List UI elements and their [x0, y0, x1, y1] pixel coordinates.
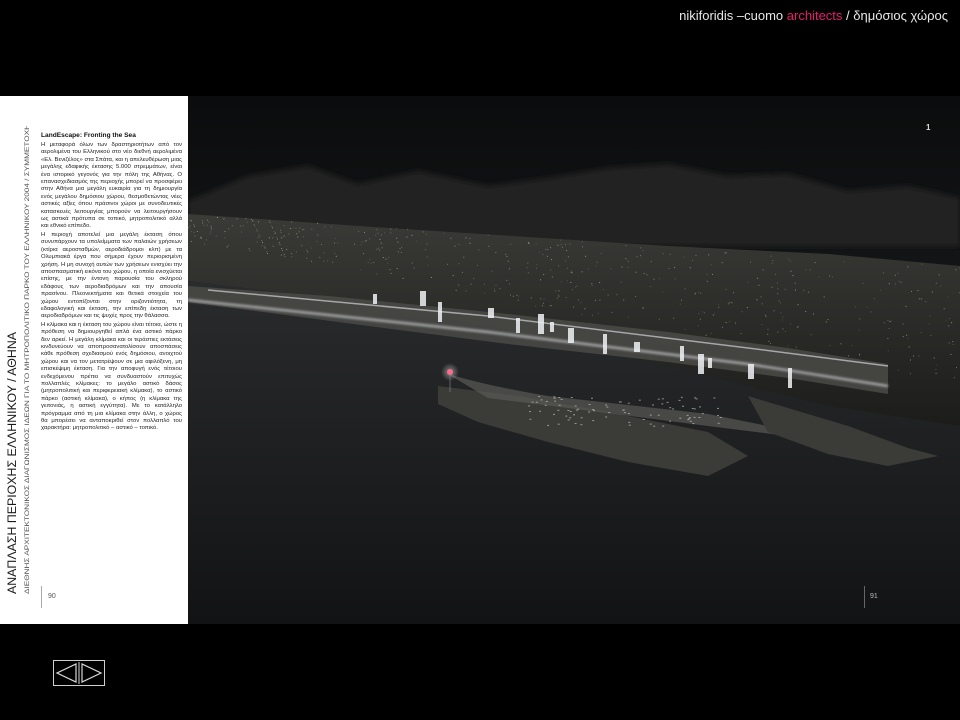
- aerial-night-photo: [188, 96, 960, 624]
- section-title: δημόσιος χώρος: [853, 8, 948, 23]
- left-page: [0, 96, 188, 624]
- article-paragraph-3: Η κλίμακα και η έκταση του χώρου είναι τέτοια, ώστε η πρόθεση να δημιουργηθεί απλά ένα αστικό πάρκο δεν αρκεί. Η μεγάλη κλίμακα και οι τεράστιες εκτάσεις κινδυνεύουν να αποπροσανατολίσουν αποσπάσεις κάθε πρόθεση σχεδιασμού ενός δημόσιου, ανοιχτού χώρου και να τον μετατρέψουν σε μια αφιλόξενη, μη επισκέψιμη έκταση. Για την αποφυγή ενός τέτοιου ενδεχόμενου πρέπει να συνδυαστούν επιτυχώς πολλαπλές κλίμακες: το μεγάλο αστικό δάσος (μητροπολιτική και περιφερειακή κλίμακα), το αστικό πάρκο (αστική κλίμακα), ο κήπος (η κλίμακα της γειτονιάς, η αστική εγγύτητα). Με το κατάλληλο πρόγραμμα από τη μια κλίμακα στην άλλη, ο χώρος θα μπορέσει να ανταποκριθεί στον πολλαπλό του χαρακτήρα: μητροπολιτικό – αστικό – τοπικό.: [41, 321, 182, 432]
- article-paragraph-1: Η μεταφορά όλων των δραστηριοτήτων από τον αερολιμένα του Ελληνικού στο νέο διεθνή αερολιμένα «Ελ. Βενιζέλος» στα Σπάτα, και η απελευθέρωση μιας μεγάλης εδαφικής έκτασης 5.000 στρεμμάτων, είναι ένα ιστορικό γεγονός για την πόλη της Αθήνας. Ο επανασχεδιασμός της περιοχής μπορεί να προσφέρει στην Αθήνα μια μεγάλη ευκαιρία για τη δημιουργία ενός μεγάλου δημόσιου χώρου, θεσμοθετώντας νέες αστικές αξίες όπου πράσινοι χώροι με συνοδευτικές κατασκευές λειτουργίας μπορούν να λειτουργήσουν ως αστικά πρότυπα σε τοπικό, μητροπολιτικό αλλά και εθνικό επίπεδο.: [41, 142, 182, 230]
- brand-accent: architects: [786, 8, 843, 23]
- page-navigation[interactable]: [53, 660, 105, 686]
- triangle-left-icon[interactable]: [57, 664, 76, 682]
- vertical-title: [2, 126, 36, 596]
- magazine-spread: [0, 96, 960, 624]
- page-number-rule: [41, 586, 42, 608]
- photo-marker: 1: [926, 123, 931, 132]
- page-number-left: 90: [48, 593, 56, 600]
- article-body: [41, 132, 182, 586]
- article-title: LandEscape: Fronting the Sea: [41, 132, 136, 139]
- top-bar: [0, 0, 960, 28]
- brand-separator: /: [842, 8, 854, 23]
- brand-header: [679, 8, 948, 23]
- article-paragraph-2: Η περιοχή αποτελεί μια μεγάλη έκταση όπου συνυπάρχουν τα υπολείμματα των παλαιών χρήσεων (κτίρια αεροσταθμών, αεροδιάδρομοι κλπ) με τα Ολυμπιακά έργα που σήμερα έχουν περιορισμένη χρήση. Η μη συνοχή αυτών των χρήσεων ενισχύει την αποσπασματική εικόνα του χώρου, η οποία ενισχύεται επίσης, με την έντονη παρουσία του σκληρού εδάφους των αεροδιαδρόμων και την απουσία πρασίνου. Πλεονεκτήματα και θετικά στοιχεία του χώρου εντοπίζονται στην οριζοντιότητα, τη εδαφολογική και έκταση, την επίπεδη έκταση των αεροδιαδρόμων και τις ψυχές προς την θάλασσα.: [41, 231, 182, 320]
- page-number-right: 91: [870, 593, 878, 600]
- brand-name: nikiforidis –cuomo: [679, 8, 784, 23]
- vertical-title-main: ΑΝΑΠΛΑΣΗ ΠΕΡΙΟΧΗΣ ΕΛΛΗΝΙΚΟΥ / ΑΘΗΝΑ: [5, 335, 19, 594]
- page-number-rule-right: [864, 586, 865, 608]
- triangle-right-icon[interactable]: [82, 664, 101, 682]
- vertical-title-sub: ΔΙΕΘΝΗΣ ΑΡΧΙΤΕΚΤΟΝΙΚΟΣ ΔΙΑΓΩΝΙΣΜΟΣ ΙΔΕΩΝ ΓΙΑ ΤΟ ΜΗΤΡΟΠΟΛΙΤΙΚΟ ΠΑΡΚΟ ΤΟΥ ΕΛΛΗΝΙΚΟΥ 2004 / ΣΥΜΜΕΤΟΧΗ: [24, 227, 31, 594]
